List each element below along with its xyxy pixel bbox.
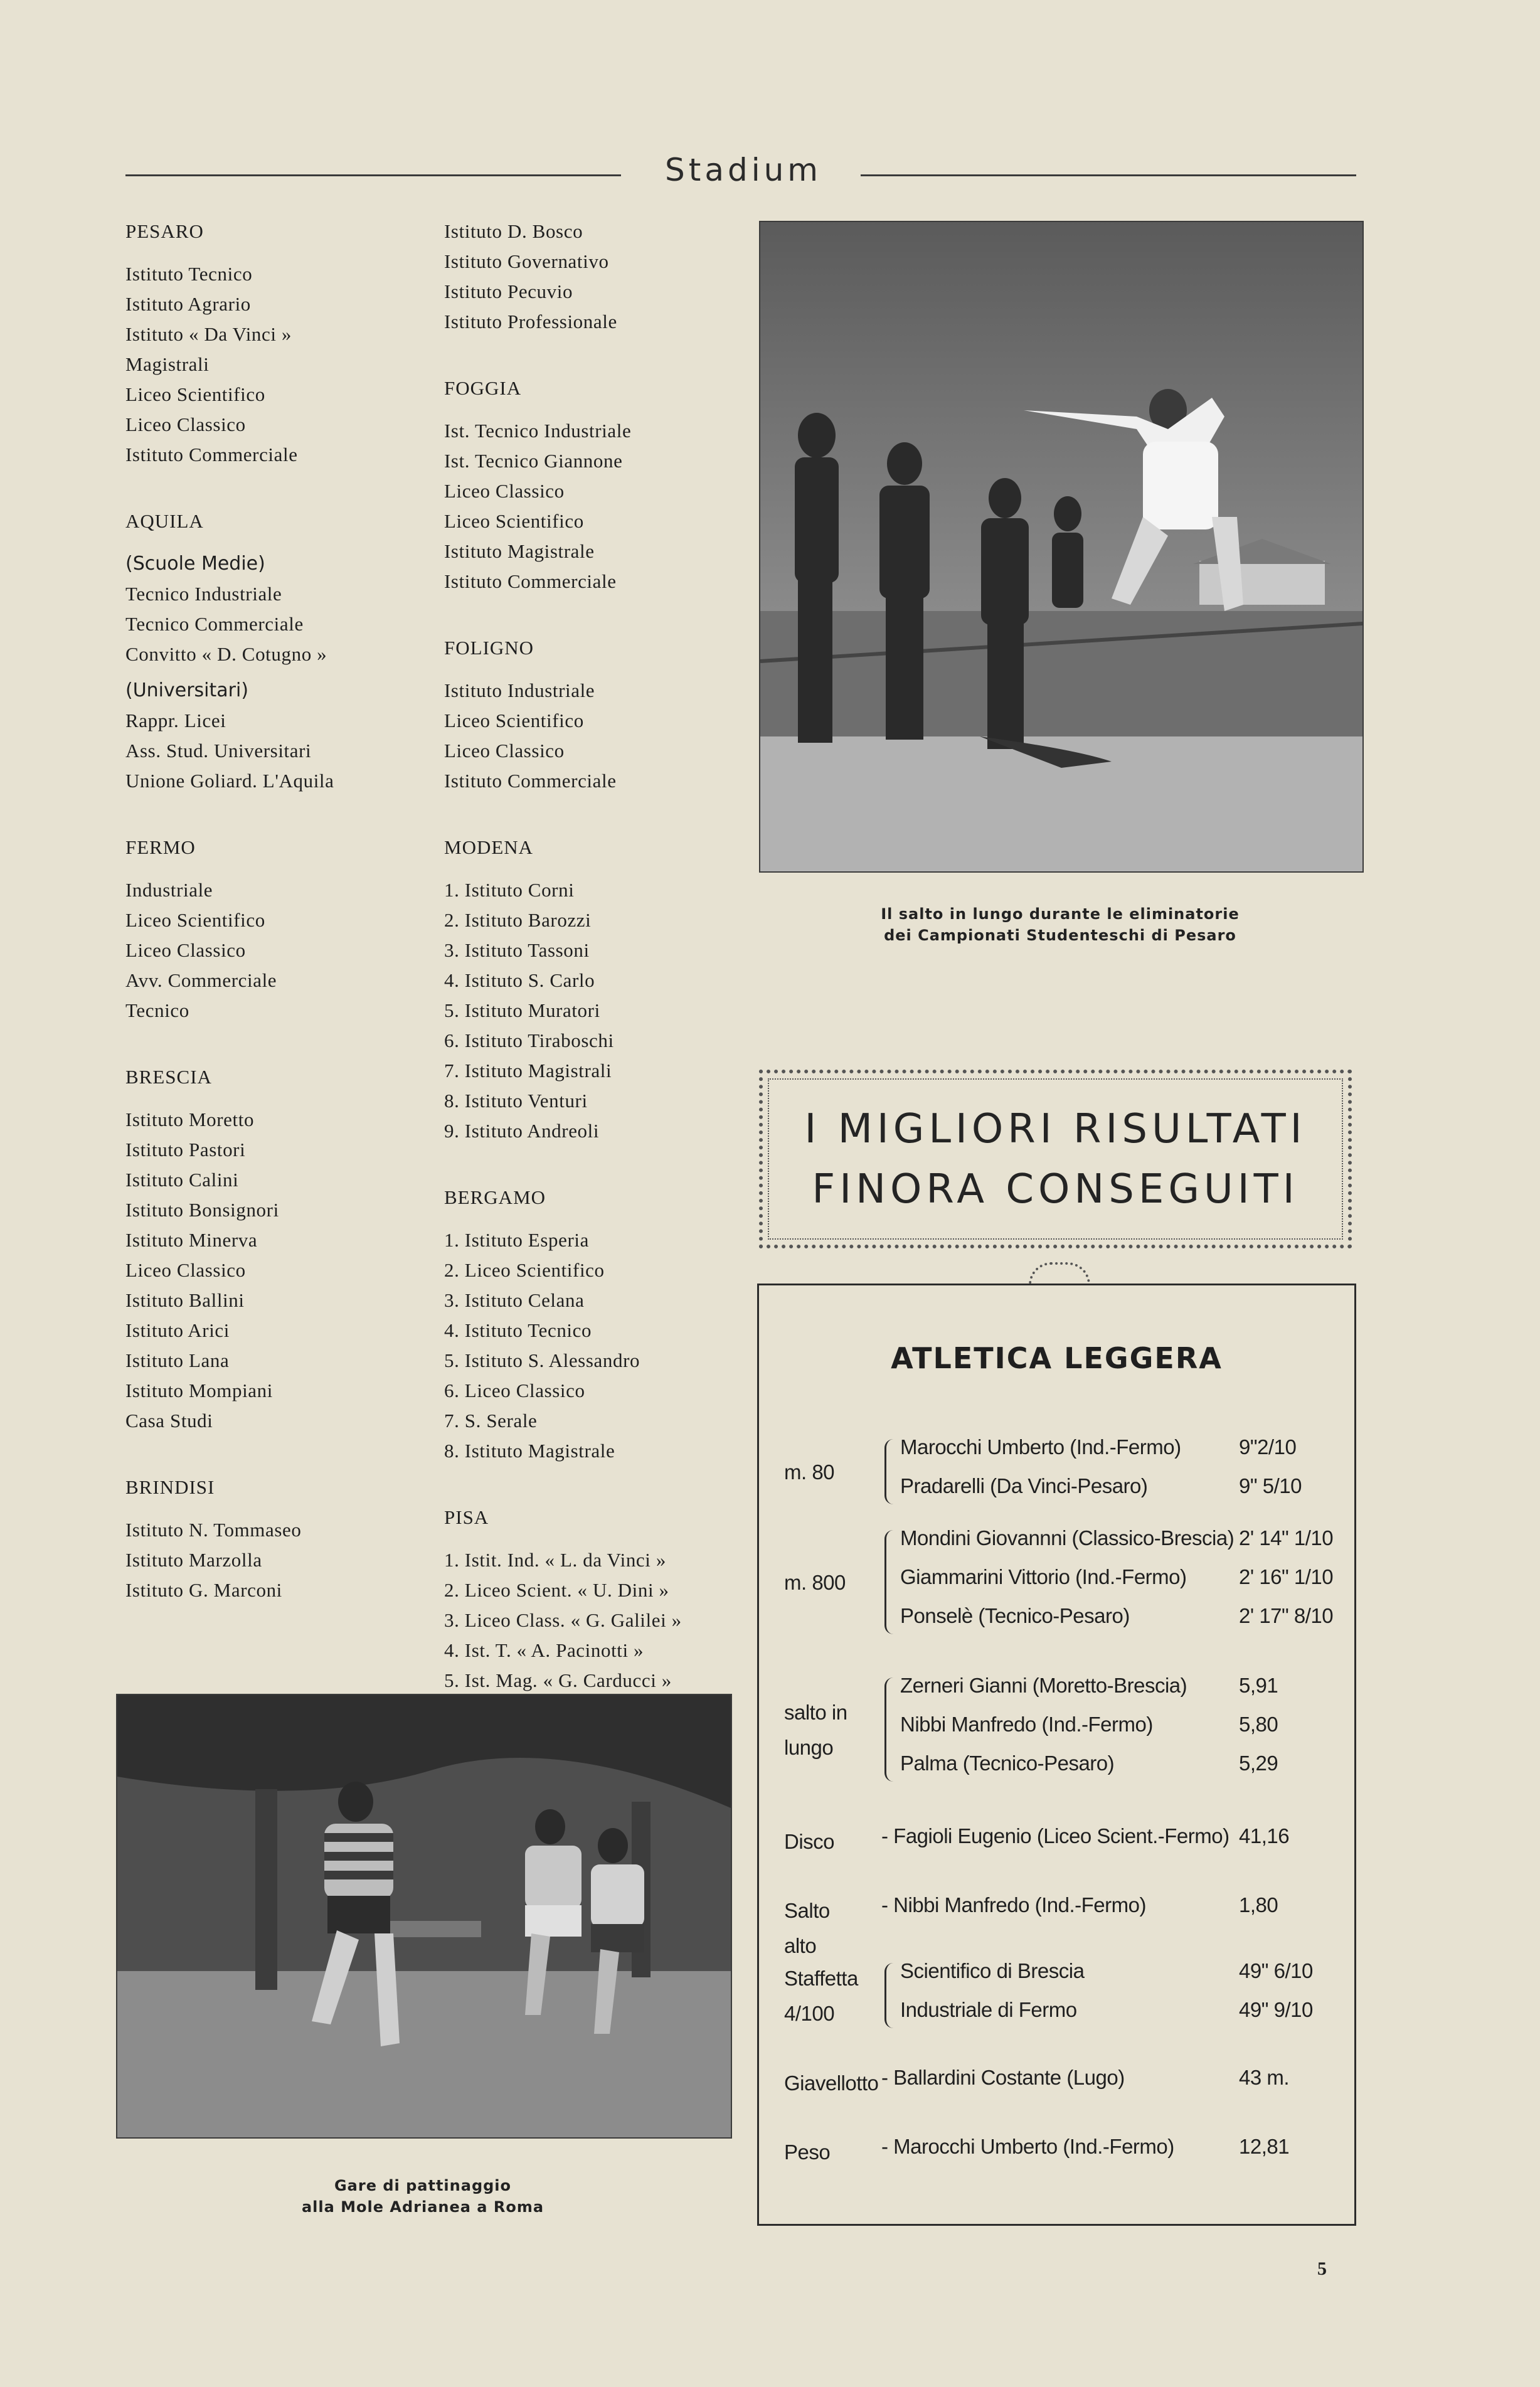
event-label: Peso [784,2140,831,2164]
school-list-item: Istituto Governativo [444,250,609,272]
city-heading: BRINDISI [125,1476,215,1498]
school-list-item: 2. Liceo Scientifico [444,1259,605,1281]
result-athlete: Mondini Giovannni (Classico-Brescia) [900,1526,1235,1550]
city-heading: FOGGIA [444,377,522,399]
city-heading: AQUILA [125,510,204,532]
result-group-brace [884,1963,894,2028]
school-list-item: 7. S. Serale [444,1410,538,1432]
school-list-item: Istituto « Da Vinci » [125,323,292,345]
school-list-item: Liceo Scientifico [444,710,584,731]
event-label: m. 80 [784,1460,835,1484]
page-number: 5 [1317,2258,1327,2279]
result-mark: 2' 16" 1/10 [1239,1565,1334,1588]
school-list-item: Liceo Classico [444,740,565,762]
result-group-brace [884,1677,894,1782]
school-list-item: 4. Ist. T. « A. Pacinotti » [444,1639,644,1661]
school-list-item: Istituto Commerciale [444,570,617,592]
school-list-item: Casa Studi [125,1410,213,1432]
school-group-subheading: (Scuole Medie) [125,553,265,575]
event-label: m. 800 [784,1571,846,1594]
school-list-item: Istituto Tecnico [125,263,253,285]
school-list-item: 6. Istituto Tiraboschi [444,1029,614,1051]
school-list-item: 4. Istituto S. Carlo [444,969,595,991]
city-heading: BRESCIA [125,1066,212,1088]
event-label: Giavellotto [784,2071,879,2095]
long-jump-photo [759,221,1364,873]
result-mark: 41,16 [1239,1824,1290,1847]
masthead-rule-right [861,174,1356,176]
school-list-item: Istituto G. Marconi [125,1579,282,1601]
school-list-item: Magistrali [125,353,210,375]
result-mark: 49" 6/10 [1239,1959,1313,1982]
city-heading: MODENA [444,836,534,858]
school-list-item: 3. Liceo Class. « G. Galilei » [444,1609,682,1631]
event-label: Staffetta 4/100 [784,1967,858,2025]
result-athlete: - Ballardini Costante (Lugo) [881,2066,1125,2089]
school-list-item: Rappr. Licei [125,710,226,731]
school-list-item: 2. Istituto Barozzi [444,909,592,931]
school-list-item: Ass. Stud. Universitari [125,740,312,762]
result-athlete: Industriale di Fermo [900,1998,1077,2021]
school-list-item: Istituto Commerciale [444,770,617,792]
city-heading: PISA [444,1506,489,1528]
result-athlete: - Marocchi Umberto (Ind.-Fermo) [881,2135,1174,2158]
event-label: salto in lungo [784,1701,847,1759]
school-list-item: 9. Istituto Andreoli [444,1120,600,1142]
headline-line-2: FINORA CONSEGUITI [812,1166,1299,1213]
result-mark: 2' 17" 8/10 [1239,1604,1334,1627]
school-list-item: Istituto Marzolla [125,1549,262,1571]
skating-illustration [117,1695,731,2137]
skating-photo [116,1694,732,2139]
school-list-item: Unione Goliard. L'Aquila [125,770,334,792]
school-list-item: 1. Istit. Ind. « L. da Vinci » [444,1549,666,1571]
school-list-item: Istituto Arici [125,1319,230,1341]
school-list-item: Istituto Magistrale [444,540,595,562]
result-athlete: - Fagioli Eugenio (Liceo Scient.-Fermo) [881,1824,1229,1847]
city-heading: PESARO [125,220,204,242]
result-mark: 43 m. [1239,2066,1290,2089]
school-list-item: Istituto Lana [125,1349,230,1371]
school-list-item: Istituto N. Tommaseo [125,1519,302,1541]
results-table [757,1285,1356,2226]
result-mark: 1,80 [1239,1893,1278,1917]
school-list-item: 5. Istituto S. Alessandro [444,1349,640,1371]
school-list-item: 2. Liceo Scient. « U. Dini » [444,1579,669,1601]
school-list-item: Istituto Pastori [125,1139,246,1161]
school-list-item: 7. Istituto Magistrali [444,1060,612,1082]
school-list-item: 5. Ist. Mag. « G. Carducci » [444,1669,672,1691]
school-list-item: 3. Istituto Celana [444,1289,585,1311]
result-mark: 5,29 [1239,1752,1278,1775]
school-list-item: 5. Istituto Muratori [444,999,600,1021]
school-list-item: Istituto Minerva [125,1229,258,1251]
headline-inner-frame [768,1078,1343,1240]
city-heading: FOLIGNO [444,637,534,659]
long-jump-caption-line-1: Il salto in lungo durante le eliminatorie [881,905,1240,923]
headline-connector [1029,1262,1090,1285]
result-athlete: Marocchi Umberto (Ind.-Fermo) [900,1435,1181,1459]
school-list-item: Istituto Ballini [125,1289,245,1311]
long-jump-caption [759,903,1361,946]
school-list-item: 3. Istituto Tassoni [444,939,590,961]
school-list-item: 4. Istituto Tecnico [444,1319,592,1341]
result-mark: 5,80 [1239,1713,1278,1736]
result-athlete: Nibbi Manfredo (Ind.-Fermo) [900,1713,1153,1736]
masthead-rule-left [125,174,621,176]
school-list-item: 8. Istituto Magistrale [444,1440,615,1462]
school-list-item: Tecnico Commerciale [125,613,304,635]
school-list-left-column [125,216,439,1605]
school-list-item: Liceo Scientifico [444,510,584,532]
school-list-item: Liceo Scientifico [125,909,265,931]
school-list-item: 8. Istituto Venturi [444,1090,588,1112]
result-athlete: Scientifico di Brescia [900,1959,1085,1982]
school-list-item: Istituto D. Bosco [444,220,583,242]
headline-box [759,1070,1352,1248]
school-list-item: Liceo Scientifico [125,383,265,405]
result-mark: 9" 5/10 [1239,1474,1302,1497]
school-list-item: Ist. Tecnico Giannone [444,450,623,472]
skating-caption-line-2: alla Mole Adrianea a Roma [301,2198,544,2216]
result-group-brace [884,1439,894,1504]
school-list-item: Liceo Classico [444,480,565,502]
school-list-item: Istituto Commerciale [125,444,298,465]
result-mark: 49" 9/10 [1239,1998,1313,2021]
result-athlete: Ponselè (Tecnico-Pesaro) [900,1604,1130,1627]
headline-line-1: I MIGLIORI RISULTATI [804,1105,1307,1152]
result-group-brace [884,1530,894,1634]
result-athlete: - Nibbi Manfredo (Ind.-Fermo) [881,1893,1146,1917]
school-list-item: Tecnico Industriale [125,583,282,605]
event-label: Salto alto [784,1899,830,1957]
school-list-item: Tecnico [125,999,189,1021]
school-list-item: Istituto Moretto [125,1108,255,1130]
school-list-item: Istituto Calini [125,1169,239,1191]
result-athlete: Pradarelli (Da Vinci-Pesaro) [900,1474,1148,1497]
school-list-item: Industriale [125,879,213,901]
school-list-item: 1. Istituto Esperia [444,1229,589,1251]
school-list-item: Liceo Classico [125,413,246,435]
result-athlete: Zerneri Gianni (Moretto-Brescia) [900,1674,1187,1697]
result-mark: 5,91 [1239,1674,1278,1697]
city-heading: FERMO [125,836,196,858]
school-list-item: Istituto Agrario [125,293,251,315]
result-athlete: Giammarini Vittorio (Ind.-Fermo) [900,1565,1187,1588]
school-list-middle-column [444,216,733,1726]
skating-caption [116,2175,730,2218]
long-jump-caption-line-2: dei Campionati Studenteschi di Pesaro [884,927,1236,944]
school-list-item: Liceo Classico [125,1259,246,1281]
result-mark: 12,81 [1239,2135,1290,2158]
school-list-item: 1. Istituto Corni [444,879,575,901]
result-mark: 2' 14" 1/10 [1239,1526,1334,1550]
school-list-item: Ist. Tecnico Industriale [444,420,632,442]
masthead-title: Stadium [664,152,822,188]
school-list-item: Avv. Commerciale [125,969,277,991]
school-list-item: Istituto Mompiani [125,1380,273,1401]
school-list-item: Istituto Bonsignori [125,1199,279,1221]
school-list-item: Liceo Classico [125,939,246,961]
result-athlete: Palma (Tecnico-Pesaro) [900,1752,1115,1775]
school-group-subheading: (Universitari) [125,679,249,701]
long-jump-illustration [760,222,1362,871]
school-list-item: Istituto Professionale [444,311,617,332]
city-heading: BERGAMO [444,1186,546,1208]
school-list-item: Convitto « D. Cotugno » [125,643,327,665]
result-mark: 9"2/10 [1239,1435,1297,1459]
event-label: Disco [784,1830,835,1853]
results-title: ATLETICA LEGGERA [891,1341,1223,1375]
school-list-item: 6. Liceo Classico [444,1380,585,1401]
school-list-item: Istituto Pecuvio [444,280,573,302]
skating-caption-line-1: Gare di pattinaggio [334,2177,512,2194]
school-list-item: Istituto Industriale [444,679,595,701]
